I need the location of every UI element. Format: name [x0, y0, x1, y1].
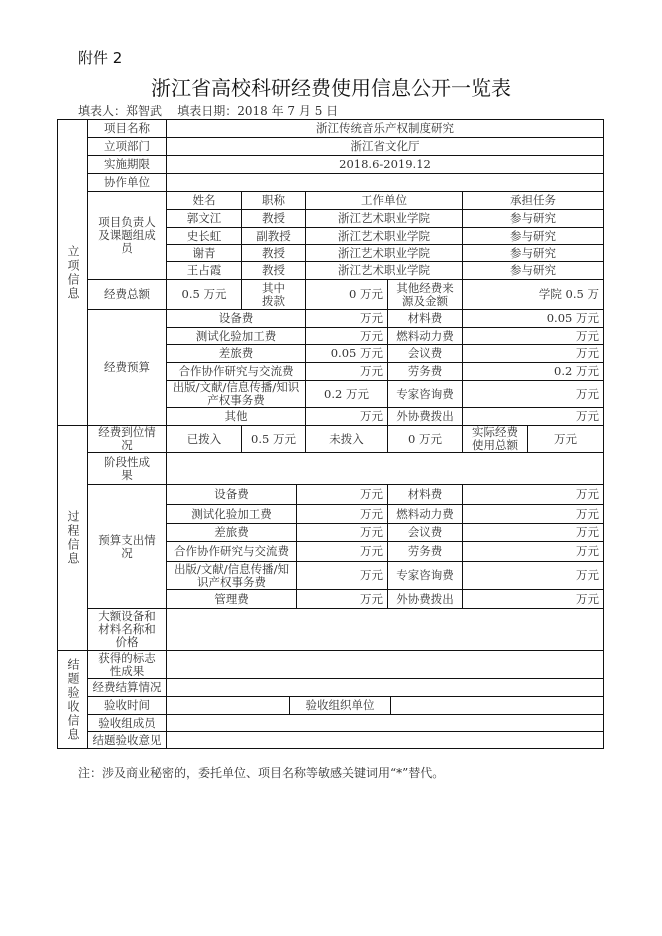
member-title: 教授 [241, 244, 306, 262]
section-acceptance-info: 结题验收信息 [57, 650, 88, 749]
received-label: 已拨入 [166, 425, 242, 453]
project-name-label: 项目名称 [87, 119, 167, 138]
budget-item-value: 0.2 万元 [462, 362, 604, 381]
budget-item-value: 万元 [305, 362, 388, 381]
spend-item-value: 万元 [462, 541, 604, 562]
spend-item-value: 万元 [462, 561, 604, 590]
member-org: 浙江艺术职业学院 [305, 227, 463, 245]
opinion-label: 结题验收意见 [87, 731, 167, 749]
member-task: 参与研究 [462, 244, 604, 262]
spend-item-value: 万元 [296, 561, 388, 590]
total-value: 0.5 万元 [166, 279, 242, 310]
member-name: 史长虹 [166, 227, 242, 245]
budget-item-label: 会议费 [387, 344, 463, 363]
members-label: 项目负责人及课题组成员 [87, 191, 167, 280]
allocated-value: 0 万元 [305, 279, 388, 310]
member-title: 副教授 [241, 227, 306, 245]
dept-value: 浙江省文化厅 [166, 137, 604, 156]
filler-info: 填表人：郑智武 填表日期：2018 年 7 月 5 日 [78, 104, 339, 118]
other-source-label: 其他经费来源及金额 [387, 279, 463, 310]
spend-item-label: 管理费 [166, 589, 297, 609]
spend-label: 预算支出情况 [87, 484, 167, 609]
budget-item-label: 合作协作研究与交流费 [166, 362, 306, 381]
spend-item-value: 万元 [462, 484, 604, 505]
total-label: 经费总额 [87, 279, 167, 310]
large-equipment-value [166, 608, 604, 651]
org-label: 验收组织单位 [289, 696, 391, 715]
budget-label: 经费预算 [87, 309, 167, 426]
budget-item-label: 差旅费 [166, 344, 306, 363]
member-org: 浙江艺术职业学院 [305, 244, 463, 262]
spend-item-label: 会议费 [387, 523, 463, 542]
time-value [166, 696, 290, 715]
members-header-task: 承担任务 [462, 191, 604, 210]
settlement-value [166, 678, 604, 697]
member-task: 参与研究 [462, 227, 604, 245]
section-process-info: 过程信息 [57, 425, 88, 651]
budget-item-value: 万元 [462, 407, 604, 426]
budget-item-label: 测试化验加工费 [166, 327, 306, 345]
member-org: 浙江艺术职业学院 [305, 209, 463, 228]
member-name: 王占霞 [166, 261, 242, 280]
spend-item-value: 万元 [462, 523, 604, 542]
achievement-value [166, 650, 604, 679]
spend-item-label: 材料费 [387, 484, 463, 505]
member-task: 参与研究 [462, 209, 604, 228]
other-source-value: 学院 0.5 万 [462, 279, 604, 310]
member-title: 教授 [241, 209, 306, 228]
member-title: 教授 [241, 261, 306, 280]
spend-item-label: 测试化验加工费 [166, 504, 297, 524]
members-header-org: 工作单位 [305, 191, 463, 210]
budget-item-value: 万元 [462, 327, 604, 345]
footer-note: 注：涉及商业秘密的，委托单位、项目名称等敏感关键词用“*”替代。 [78, 766, 445, 780]
budget-item-label: 其他 [166, 407, 306, 426]
budget-item-value: 0.2 万元 [305, 380, 388, 408]
budget-item-value: 万元 [305, 327, 388, 345]
budget-item-value: 万元 [305, 309, 388, 328]
members-header-name: 姓名 [166, 191, 242, 210]
budget-item-value: 0.05 万元 [305, 344, 388, 363]
opinion-value [166, 731, 604, 749]
received-value: 0.5 万元 [241, 425, 306, 453]
budget-item-value: 万元 [305, 407, 388, 426]
spend-item-value: 万元 [296, 484, 388, 505]
spend-item-label: 设备费 [166, 484, 297, 505]
spend-item-value: 万元 [296, 523, 388, 542]
spend-item-label: 劳务费 [387, 541, 463, 562]
member-org: 浙江艺术职业学院 [305, 261, 463, 280]
spend-item-label: 合作协作研究与交流费 [166, 541, 297, 562]
dept-label: 立项部门 [87, 137, 167, 156]
pending-value: 0 万元 [387, 425, 463, 453]
partner-value [166, 173, 604, 192]
budget-item-label: 出版/文献/信息传播/知识产权事务费 [166, 380, 306, 408]
budget-item-value: 万元 [462, 380, 604, 408]
spend-item-label: 燃料动力费 [387, 504, 463, 524]
member-name: 谢青 [166, 244, 242, 262]
spend-item-value: 万元 [296, 504, 388, 524]
spend-item-value: 万元 [296, 589, 388, 609]
time-label: 验收时间 [87, 696, 167, 715]
period-label: 实施期限 [87, 155, 167, 174]
budget-item-label: 外协费拨出 [387, 407, 463, 426]
spend-item-value: 万元 [462, 504, 604, 524]
section-project-info: 立项信息 [57, 119, 88, 426]
budget-item-label: 设备费 [166, 309, 306, 328]
spend-item-value: 万元 [296, 541, 388, 562]
page-title: 浙江省高校科研经费使用信息公开一览表 [151, 76, 511, 100]
spend-item-label: 外协费拨出 [387, 589, 463, 609]
stage-label: 阶段性成果 [87, 452, 167, 485]
spend-item-label: 差旅费 [166, 523, 297, 542]
allocated-label: 其中拨款 [241, 279, 306, 310]
spend-item-label: 专家咨询费 [387, 561, 463, 590]
period-value: 2018.6-2019.12 [166, 155, 604, 174]
stage-value [166, 452, 604, 485]
org-value [390, 696, 604, 715]
member-name: 郭文江 [166, 209, 242, 228]
budget-item-label: 燃料动力费 [387, 327, 463, 345]
pending-label: 未拨入 [305, 425, 388, 453]
attachment-label: 附件 2 [78, 49, 123, 67]
budget-item-label: 专家咨询费 [387, 380, 463, 408]
actual-value: 万元 [527, 425, 604, 453]
large-equipment-label: 大额设备和材料名称和价格 [87, 608, 167, 651]
budget-item-label: 劳务费 [387, 362, 463, 381]
budget-item-value: 万元 [462, 344, 604, 363]
spend-item-value: 万元 [462, 589, 604, 609]
partner-label: 协作单位 [87, 173, 167, 192]
budget-item-label: 材料费 [387, 309, 463, 328]
actual-label: 实际经费使用总额 [462, 425, 528, 453]
spend-item-label: 出版/文献/信息传播/知识产权事务费 [166, 561, 297, 590]
achievement-label: 获得的标志性成果 [87, 650, 167, 679]
member-task: 参与研究 [462, 261, 604, 280]
funding-label: 经费到位情况 [87, 425, 167, 453]
acceptance-members-value [166, 714, 604, 732]
members-header-title: 职称 [241, 191, 306, 210]
settlement-label: 经费结算情况 [87, 678, 167, 697]
project-name-value: 浙江传统音乐产权制度研究 [166, 119, 604, 138]
budget-item-value: 0.05 万元 [462, 309, 604, 328]
acceptance-members-label: 验收组成员 [87, 714, 167, 732]
